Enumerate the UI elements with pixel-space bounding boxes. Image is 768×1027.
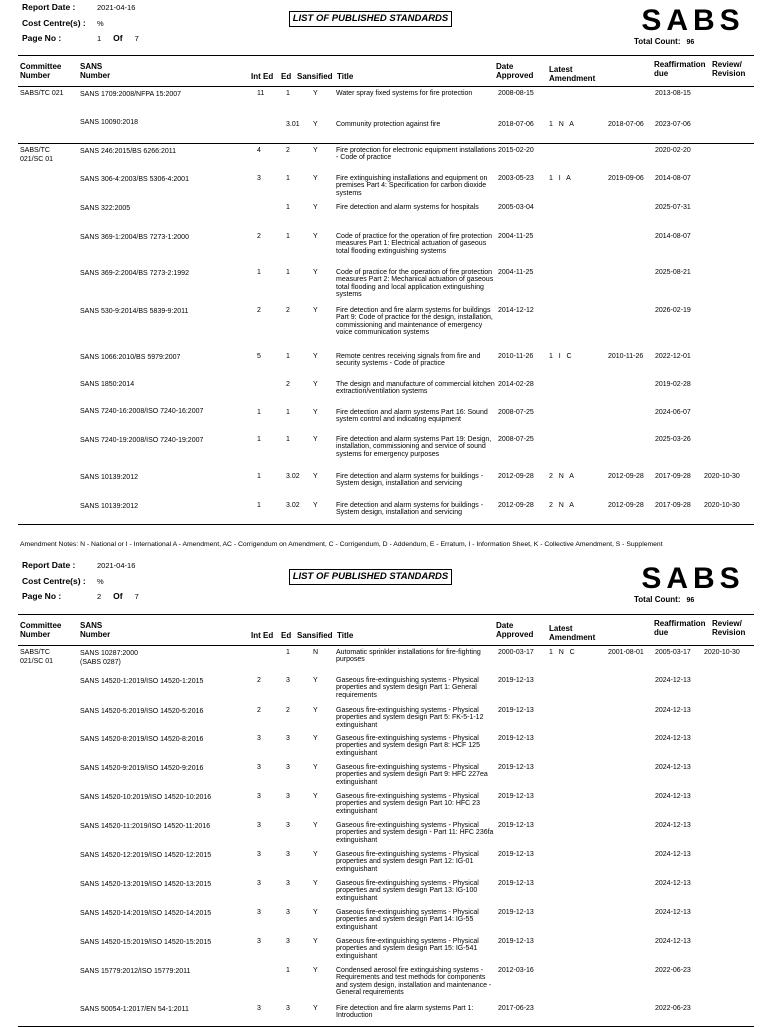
col-ed: Ed [281, 631, 292, 640]
standard-title: Fire detection and alarm systems Part 19: Design, installation, commissioning and service of sound systems for emergency purposes [336, 436, 492, 458]
int-ed: 2 [257, 707, 261, 714]
latest-amendment: 2 N A [549, 473, 574, 480]
standard-title: Fire detection and alarm systems for hospitals [336, 204, 479, 211]
sans-number: SANS 322:2005 [80, 205, 131, 212]
standard-title: Gaseous fire-extinguishing systems - Physical properties and system design Part 9: HFC 227ea extinguishant [336, 764, 488, 786]
reaffirmation-due: 2014-08-07 [655, 175, 691, 182]
int-ed: 3 [257, 735, 261, 742]
standard-title: Condensed aerosol fire extinguishing systems -Requirements and test methods for components and system design, installation and maintenance - General requirements [336, 967, 492, 997]
ed: 1 [286, 436, 290, 443]
col-ed: Ed [281, 72, 292, 81]
of-label: Of [113, 591, 123, 601]
amendment-date: 2018-07-06 [608, 121, 644, 128]
sans-number: SANS 7240-16:2008/ISO 7240-16:2007 [80, 408, 204, 415]
report-date-label: Report Date : [22, 560, 76, 570]
int-ed: 1 [257, 436, 261, 443]
sansified: Y [313, 473, 318, 480]
sansified: Y [313, 938, 318, 945]
sans-number: SANS 369-1:2004/BS 7273-1:2000 [80, 234, 189, 241]
sans-number: SANS 14520-11:2019/ISO 14520-11:2016 [80, 823, 211, 830]
reaffirmation-due: 2024-12-13 [655, 938, 691, 945]
table-row [18, 819, 754, 848]
col-int-ed: Int Ed [251, 631, 274, 640]
ed: 1 [286, 967, 290, 974]
standard-title: Code of practice for the operation of fire protection measures Part 1: Electrical actuation of gaseous total flooding extinguishing systems [336, 233, 493, 255]
review-revision: 2020-10-30 [704, 502, 740, 509]
standard-title: Gaseous fire-extinguishing systems - Physical properties and system design - Part 11: HFC 236fa extinguishant [336, 822, 494, 844]
sans-number: SANS 1709:2008/NFPA 15:2007 [80, 91, 182, 98]
page-no: 1 [97, 34, 102, 43]
standard-title: Fire detection and fire alarm systems Part 1: Introduction [336, 1005, 474, 1020]
date-approved: 2014-12-12 [498, 307, 534, 314]
reaffirmation-due: 2024-12-13 [655, 793, 691, 800]
total-count [634, 595, 694, 604]
date-approved: 2004-11-25 [498, 233, 534, 240]
sans-number: SANS 14520-5:2019/ISO 14520-5:2016 [80, 708, 204, 715]
sans-number: SANS 1850:2014 [80, 381, 135, 388]
col-latest-amendment: Latest Amendment [549, 624, 596, 642]
report-page-2 [0, 558, 768, 1024]
total-count-label: Total Count: [634, 37, 681, 46]
standard-title: Gaseous fire-extinguishing systems - Physical properties and system design Part 13: IG-100 extinguishant [336, 880, 479, 902]
table-row [18, 1002, 754, 1026]
col-sansified: Sansified [297, 72, 333, 81]
table-row [18, 377, 754, 404]
sansified: Y [313, 436, 318, 443]
col-title: Title [337, 631, 354, 640]
ed: 1 [286, 269, 290, 276]
report-title: LIST OF PUBLISHED STANDARDS [289, 569, 452, 585]
reaffirmation-due: 2024-12-13 [655, 735, 691, 742]
ed: 3 [286, 938, 290, 945]
date-approved: 2019-12-13 [498, 938, 534, 945]
sansified: Y [313, 851, 318, 858]
reaffirmation-due: 2017-09-28 [655, 502, 691, 509]
date-approved: 2019-12-13 [498, 764, 534, 771]
sabs-logo [632, 4, 754, 34]
col-date-approved: Date Approved [496, 621, 534, 639]
sansified: Y [313, 707, 318, 714]
sansified: Y [313, 307, 318, 314]
date-approved: 2019-12-13 [498, 909, 534, 916]
sans-number: SANS 50054-1:2017/EN 54-1:2011 [80, 1006, 189, 1013]
ed: 1 [286, 233, 290, 240]
table-row [18, 848, 754, 877]
sans-number: SANS 14520-13:2019/ISO 14520-13:2015 [80, 881, 212, 888]
committee-group [18, 646, 754, 1026]
sabs-logo [632, 562, 754, 592]
ed: 3.02 [286, 473, 300, 480]
page-no-label: Page No : [22, 591, 62, 601]
table-row [18, 115, 754, 143]
reaffirmation-due: 2025-07-31 [655, 204, 691, 211]
date-approved: 2014-02-28 [498, 381, 534, 388]
standard-title: Fire extinguishing installations and equipment on premises Part 4: Specification for carbon dioxide systems [336, 175, 488, 197]
int-ed: 3 [257, 909, 261, 916]
sansified: Y [313, 175, 318, 182]
committee-number: SABS/TC 021/SC 01 [20, 649, 54, 665]
cost-centre-label: Cost Centre(s) : [22, 576, 86, 586]
reaffirmation-due: 2023-07-06 [655, 121, 691, 128]
page-no-label: Page No : [22, 33, 62, 43]
date-approved: 2010-11-26 [498, 353, 534, 360]
table-row [18, 304, 754, 350]
ed: 3 [286, 909, 290, 916]
standard-title: Gaseous fire-extinguishing systems - Physical properties and system design Part 15: IG-541 extinguishant [336, 938, 479, 960]
int-ed: 3 [257, 880, 261, 887]
ed: 1 [286, 90, 290, 97]
sansified: Y [313, 204, 318, 211]
page-no: 2 [97, 592, 102, 601]
int-ed: 11 [257, 90, 265, 97]
table-row [18, 906, 754, 935]
int-ed: 1 [257, 473, 261, 480]
date-approved: 2005-03-04 [498, 204, 534, 211]
committee-number: SABS/TC 021/SC 01 [20, 147, 54, 163]
reaffirmation-due: 2014-08-07 [655, 233, 691, 240]
sans-number: SANS 10139:2012 [80, 503, 138, 510]
sansified: Y [313, 735, 318, 742]
reaffirmation-due: 2024-12-13 [655, 707, 691, 714]
reaffirmation-due: 2019-02-28 [655, 381, 691, 388]
table-row [18, 87, 754, 115]
int-ed: 4 [257, 147, 261, 154]
date-approved: 2015-02-20 [498, 147, 534, 154]
reaffirmation-due: 2022-12-01 [655, 353, 691, 360]
int-ed: 3 [257, 938, 261, 945]
sans-number: SANS 10139:2012 [80, 474, 138, 481]
date-approved: 2008-08-15 [498, 90, 534, 97]
sans-number: SANS 14520-8:2019/ISO 14520-8:2016 [80, 736, 204, 743]
standard-title: Fire detection and alarm systems for buildings - System design, installation and servicing [336, 502, 484, 517]
table-row [18, 470, 754, 499]
sansified: Y [313, 121, 318, 128]
ed: 1 [286, 649, 290, 656]
total-pages: 7 [134, 592, 139, 601]
total-pages: 7 [134, 34, 139, 43]
sans-number: SANS 14520-1:2019/ISO 14520-1:2015 [80, 678, 204, 685]
table-header [18, 615, 754, 646]
ed: 1 [286, 204, 290, 211]
col-reaffirmation: Reaffirmation due [654, 619, 706, 637]
int-ed: 2 [257, 307, 261, 314]
col-title: Title [337, 72, 354, 81]
latest-amendment: 1 I C [549, 353, 572, 360]
review-revision: 2020-10-30 [704, 473, 740, 480]
col-reaffirmation: Reaffirmation due [654, 60, 706, 78]
sansified: Y [313, 764, 318, 771]
sansified: N [313, 649, 319, 656]
standard-title: Fire detection and alarm systems Part 16: Sound system control and indicating equipment [336, 409, 488, 424]
date-approved: 2000-03-17 [498, 649, 534, 656]
date-approved: 2017-06-23 [498, 1005, 534, 1012]
sansified: Y [313, 880, 318, 887]
reaffirmation-due: 2005-03-17 [655, 649, 691, 656]
reaffirmation-due: 2022-06-23 [655, 1005, 691, 1012]
amendment-date: 2001-08-01 [608, 649, 644, 656]
date-approved: 2019-12-13 [498, 880, 534, 887]
sans-number: SANS 530-9:2014/BS 5839-9:2011 [80, 308, 189, 315]
latest-amendment: 2 N A [549, 502, 574, 509]
reaffirmation-due: 2024-06-07 [655, 409, 691, 416]
cost-centre-label: Cost Centre(s) : [22, 18, 86, 28]
sans-number: SANS 306-4:2003/BS 5306-4:2001 [80, 176, 189, 183]
reaffirmation-due: 2026-02-19 [655, 307, 691, 314]
table-row [18, 935, 754, 964]
ed: 3.02 [286, 502, 300, 509]
reaffirmation-due: 2022-06-23 [655, 967, 691, 974]
date-approved: 2004-11-25 [498, 269, 534, 276]
standard-title: Automatic sprinkler installations for fire-fighting purposes [336, 649, 481, 664]
date-approved: 2012-03-16 [498, 967, 534, 974]
standard-title: Gaseous fire-extinguishing systems - Physical properties and system design Part 1: General requirements [336, 677, 479, 699]
ed: 3 [286, 1005, 290, 1012]
int-ed: 3 [257, 175, 261, 182]
date-approved: 2019-12-13 [498, 793, 534, 800]
sansified: Y [313, 353, 318, 360]
sansified: Y [313, 502, 318, 509]
standard-title: Water spray fixed systems for fire protection [336, 90, 473, 97]
int-ed: 2 [257, 233, 261, 240]
table-row [18, 404, 754, 433]
sans-number: SANS 15779:2012/ISO 15779:2011 [80, 968, 191, 975]
col-sans-number: SANS Number [80, 621, 111, 639]
table-row [18, 674, 754, 704]
date-approved: 2019-12-13 [498, 677, 534, 684]
table-row [18, 433, 754, 470]
int-ed: 3 [257, 764, 261, 771]
sansified: Y [313, 1005, 318, 1012]
int-ed: 3 [257, 822, 261, 829]
sans-number: SANS 14520-9:2019/ISO 14520-9:2016 [80, 765, 204, 772]
ed: 3 [286, 880, 290, 887]
table-row [18, 877, 754, 906]
table-header [18, 56, 754, 87]
int-ed: 2 [257, 677, 261, 684]
date-approved: 2019-12-13 [498, 707, 534, 714]
table-row [18, 172, 754, 201]
date-approved: 2008-07-25 [498, 436, 534, 443]
table-row [18, 646, 754, 674]
standard-title: Gaseous fire-extinguishing systems - Physical properties and system design Part 14: IG-55 extinguishant [336, 909, 479, 931]
report-date: 2021-04-16 [97, 3, 136, 12]
latest-amendment: 1 N A [549, 121, 574, 128]
latest-amendment: 1 N C [549, 649, 575, 656]
standard-title: Remote centres receiving signals from fire and security systems - Code of practice [336, 353, 481, 368]
reaffirmation-due: 2025-03-26 [655, 436, 691, 443]
col-sans-number: SANS Number [80, 62, 111, 80]
int-ed: 1 [257, 269, 261, 276]
table-row [18, 350, 754, 377]
int-ed: 3 [257, 1005, 261, 1012]
sans-number: SANS 14520-10:2019/ISO 14520-10:2016 [80, 794, 212, 801]
standard-title: Gaseous fire-extinguishing systems - Physical properties and system design Part 12: IG-01 extinguishant [336, 851, 479, 873]
sans-number: SANS 14520-14:2019/ISO 14520-14:2015 [80, 910, 212, 917]
reaffirmation-due: 2024-12-13 [655, 677, 691, 684]
ed: 2 [286, 707, 290, 714]
sansified: Y [313, 967, 318, 974]
date-approved: 2019-12-13 [498, 822, 534, 829]
table-row [18, 201, 754, 230]
svg-text:SABS: SABS [641, 562, 745, 592]
reaffirmation-due: 2020-02-20 [655, 147, 691, 154]
table-row [18, 266, 754, 304]
svg-text:SABS: SABS [641, 4, 745, 34]
sans-number: SANS 14520-15:2019/ISO 14520-15:2015 [80, 939, 212, 946]
int-ed: 3 [257, 851, 261, 858]
ed: 1 [286, 409, 290, 416]
ed: 2 [286, 307, 290, 314]
reaffirmation-due: 2024-12-13 [655, 764, 691, 771]
col-latest-amendment: Latest Amendment [549, 65, 596, 83]
date-approved: 2019-12-13 [498, 851, 534, 858]
table-row [18, 761, 754, 790]
sansified: Y [313, 381, 318, 388]
standard-title: Gaseous fire-extinguishing systems - Physical properties and system design Part 8: HCF 125 extinguishant [336, 735, 480, 757]
table-row [18, 230, 754, 266]
amendment-notes: Amendment Notes: N - National or I - International A - Amendment, AC - Corrigendum on Amendment, C - Corrigendum, D - Addendum, E - Erratum, I - Information Sheet, K - Collective Amendment, S - Supplement [20, 541, 663, 548]
ed: 3 [286, 764, 290, 771]
col-sansified: Sansified [297, 631, 333, 640]
review-revision: 2020-10-30 [704, 649, 740, 656]
of-label: Of [113, 33, 123, 43]
date-approved: 2008-07-25 [498, 409, 534, 416]
date-approved: 2012-09-28 [498, 473, 534, 480]
amendment-date: 2019-09-06 [608, 175, 644, 182]
reaffirmation-due: 2024-12-13 [655, 880, 691, 887]
sansified: Y [313, 909, 318, 916]
sansified: Y [313, 147, 318, 154]
standard-title: Fire detection and fire alarm systems for buildings Part 9: Code of practice for the design, installation, commissioning and maintenance of emergency voice communication systems [336, 307, 493, 337]
total-count-value: 96 [686, 39, 695, 46]
ed: 2 [286, 381, 290, 388]
reaffirmation-due: 2024-12-13 [655, 822, 691, 829]
sans-number: SANS 14520-12:2019/ISO 14520-12:2015 [80, 852, 212, 859]
amendment-date: 2012-09-28 [608, 473, 644, 480]
ed: 3 [286, 822, 290, 829]
report-date: 2021-04-16 [97, 561, 136, 570]
standard-title: The design and manufacture of commercial kitchen extraction/ventilation systems [336, 381, 495, 396]
ed: 3 [286, 677, 290, 684]
ed: 3 [286, 793, 290, 800]
standard-title: Fire protection for electronic equipment installations - Code of practice [336, 147, 496, 162]
total-count-value: 96 [686, 597, 695, 604]
sansified: Y [313, 677, 318, 684]
cost-centre: % [97, 577, 104, 586]
ed: 3 [286, 735, 290, 742]
sansified: Y [313, 793, 318, 800]
amendment-date: 2012-09-28 [608, 502, 644, 509]
ed: 3 [286, 851, 290, 858]
date-approved: 2012-09-28 [498, 502, 534, 509]
standard-title: Code of practice for the operation of fire protection measures Part 2: Mechanical actuation of gaseous total flooding and local application extinguishing systems [336, 269, 494, 299]
report-title: LIST OF PUBLISHED STANDARDS [289, 11, 452, 27]
standard-title: Gaseous fire-extinguishing systems - Physical properties and system design Part 5: FK-5-1-12 extinguishant [336, 707, 484, 729]
standards-table [18, 614, 754, 1027]
sans-number: SANS 369-2:2004/BS 7273-2:1992 [80, 270, 189, 277]
date-approved: 2018-07-06 [498, 121, 534, 128]
sansified: Y [313, 90, 318, 97]
table-row [18, 704, 754, 732]
total-count [634, 37, 694, 46]
reaffirmation-due: 2013-08-15 [655, 90, 691, 97]
col-committee: Committee Number [20, 62, 62, 80]
int-ed: 5 [257, 353, 261, 360]
col-review: Review/ Revision [712, 60, 746, 78]
ed: 3.01 [286, 121, 300, 128]
committee-group [18, 144, 754, 524]
amendment-date: 2010-11-26 [608, 353, 644, 360]
committee-number: SABS/TC 021 [20, 90, 64, 97]
cost-centre: % [97, 19, 104, 28]
sans-number: SANS 246:2015/BS 6266:2011 [80, 148, 177, 155]
reaffirmation-due: 2024-12-13 [655, 909, 691, 916]
sansified: Y [313, 269, 318, 276]
int-ed: 1 [257, 502, 261, 509]
col-review: Review/ Revision [712, 619, 746, 637]
col-date-approved: Date Approved [496, 62, 534, 80]
sans-number: SANS 10090:2018 [80, 119, 138, 126]
int-ed: 3 [257, 793, 261, 800]
reaffirmation-due: 2025-08-21 [655, 269, 691, 276]
standards-table [18, 55, 754, 525]
sansified: Y [313, 409, 318, 416]
table-row [18, 964, 754, 1002]
reaffirmation-due: 2024-12-13 [655, 851, 691, 858]
sansified: Y [313, 233, 318, 240]
report-date-label: Report Date : [22, 2, 76, 12]
sans-number: SANS 10287:2000 (SABS 0287) [80, 650, 138, 666]
sans-number: SANS 7240-19:2008/ISO 7240-19:2007 [80, 437, 204, 444]
date-approved: 2003-05-23 [498, 175, 534, 182]
col-committee: Committee Number [20, 621, 62, 639]
col-int-ed: Int Ed [251, 72, 274, 81]
reaffirmation-due: 2017-09-28 [655, 473, 691, 480]
date-approved: 2019-12-13 [498, 735, 534, 742]
standard-title: Fire detection and alarm systems for buildings - System design, installation and servicing [336, 473, 484, 488]
table-row [18, 732, 754, 761]
committee-group [18, 87, 754, 144]
ed: 2 [286, 147, 290, 154]
ed: 1 [286, 353, 290, 360]
standard-title: Community protection against fire [336, 121, 441, 128]
int-ed: 1 [257, 409, 261, 416]
table-row [18, 499, 754, 524]
sansified: Y [313, 822, 318, 829]
standard-title: Gaseous fire-extinguishing systems - Physical properties and system design Part 10: HFC 23 extinguishant [336, 793, 480, 815]
ed: 1 [286, 175, 290, 182]
table-row [18, 790, 754, 819]
table-row [18, 144, 754, 172]
sans-number: SANS 1066:2010/BS 5979:2007 [80, 354, 181, 361]
total-count-label: Total Count: [634, 595, 681, 604]
latest-amendment: 1 I A [549, 175, 571, 182]
